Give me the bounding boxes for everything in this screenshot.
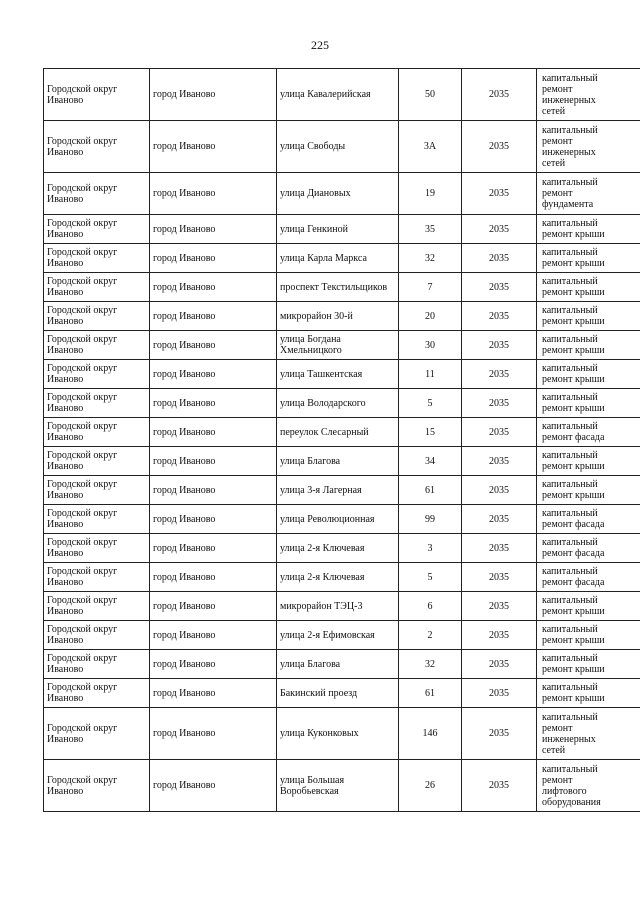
cell-work-type — [537, 331, 640, 360]
table-row — [44, 534, 640, 563]
cell-house-number: 32 — [399, 244, 462, 273]
cell-street: улица Диановых — [277, 173, 399, 215]
cell-work-type — [537, 534, 640, 563]
cell-house-number: 50 — [399, 69, 462, 121]
cell-settlement: город Иваново — [150, 534, 277, 563]
cell-settlement: город Иваново — [150, 360, 277, 389]
cell-year: 2035 — [462, 360, 537, 389]
cell-house-number: 32 — [399, 650, 462, 679]
cell-street: улица 2-я Ключевая — [277, 534, 399, 563]
cell-street: микрорайон 30-й — [277, 302, 399, 331]
cell-work-type — [537, 621, 640, 650]
table-row — [44, 273, 640, 302]
cell-settlement: город Иваново — [150, 760, 277, 812]
cell-street: улица Благова — [277, 650, 399, 679]
cell-street: улица Генкиной — [277, 215, 399, 244]
table-row — [44, 621, 640, 650]
cell-work-type-text: капитальный ремонт фасада — [542, 566, 605, 588]
cell-house-number: 20 — [399, 302, 462, 331]
cell-work-type-text: капитальный ремонт крыши — [542, 218, 605, 240]
cell-work-type-text: капитальный ремонт крыши — [542, 682, 605, 704]
cell-municipal-district: Городской округ Иваново — [44, 173, 150, 215]
cell-settlement: город Иваново — [150, 121, 277, 173]
cell-settlement: город Иваново — [150, 650, 277, 679]
cell-settlement: город Иваново — [150, 447, 277, 476]
cell-work-type — [537, 592, 640, 621]
cell-settlement: город Иваново — [150, 302, 277, 331]
cell-street: улица Карла Маркса — [277, 244, 399, 273]
cell-house-number: 5 — [399, 563, 462, 592]
cell-work-type — [537, 173, 640, 215]
cell-settlement: город Иваново — [150, 69, 277, 121]
table-row — [44, 650, 640, 679]
cell-house-number: 34 — [399, 447, 462, 476]
table-row — [44, 592, 640, 621]
table-row — [44, 331, 640, 360]
table-row — [44, 244, 640, 273]
cell-year: 2035 — [462, 244, 537, 273]
cell-municipal-district: Городской округ Иваново — [44, 215, 150, 244]
cell-house-number: 19 — [399, 173, 462, 215]
cell-municipal-district: Городской округ Иваново — [44, 447, 150, 476]
cell-street: микрорайон ТЭЦ-3 — [277, 592, 399, 621]
cell-house-number: 3 — [399, 534, 462, 563]
cell-work-type-text: капитальный ремонт инженерных сетей — [542, 72, 598, 117]
cell-municipal-district: Городской округ Иваново — [44, 121, 150, 173]
cell-work-type — [537, 273, 640, 302]
cell-work-type — [537, 563, 640, 592]
cell-settlement: город Иваново — [150, 173, 277, 215]
cell-municipal-district: Городской округ Иваново — [44, 273, 150, 302]
table-row — [44, 505, 640, 534]
cell-settlement: город Иваново — [150, 273, 277, 302]
cell-year: 2035 — [462, 389, 537, 418]
cell-house-number: 61 — [399, 679, 462, 708]
cell-work-type-text: капитальный ремонт крыши — [542, 305, 605, 327]
cell-house-number: 6 — [399, 592, 462, 621]
cell-municipal-district: Городской округ Иваново — [44, 563, 150, 592]
cell-municipal-district: Городской округ Иваново — [44, 360, 150, 389]
cell-year: 2035 — [462, 331, 537, 360]
cell-work-type-text: капитальный ремонт крыши — [542, 479, 605, 501]
cell-settlement: город Иваново — [150, 331, 277, 360]
cell-street: улица Куконковых — [277, 708, 399, 760]
cell-street: улица Ташкентская — [277, 360, 399, 389]
cell-municipal-district: Городской округ Иваново — [44, 418, 150, 447]
cell-year: 2035 — [462, 302, 537, 331]
cell-work-type-text: капитальный ремонт лифтового оборудования — [542, 763, 601, 808]
cell-work-type-text: капитальный ремонт крыши — [542, 276, 605, 298]
cell-work-type-text: капитальный ремонт крыши — [542, 334, 605, 356]
cell-municipal-district: Городской округ Иваново — [44, 650, 150, 679]
cell-house-number: 99 — [399, 505, 462, 534]
table-row — [44, 418, 640, 447]
table-row — [44, 215, 640, 244]
cell-settlement: город Иваново — [150, 679, 277, 708]
table-row — [44, 679, 640, 708]
cell-year: 2035 — [462, 650, 537, 679]
cell-street: улица Свободы — [277, 121, 399, 173]
cell-work-type — [537, 476, 640, 505]
cell-street: улица Благова — [277, 447, 399, 476]
cell-street: улица Володарского — [277, 389, 399, 418]
cell-year: 2035 — [462, 173, 537, 215]
cell-work-type — [537, 708, 640, 760]
cell-house-number: 35 — [399, 215, 462, 244]
cell-municipal-district: Городской округ Иваново — [44, 244, 150, 273]
table-row — [44, 302, 640, 331]
cell-work-type-text: капитальный ремонт фасада — [542, 421, 605, 443]
table-row — [44, 708, 640, 760]
cell-year: 2035 — [462, 534, 537, 563]
cell-year: 2035 — [462, 621, 537, 650]
table-row — [44, 121, 640, 173]
cell-street: улица Большая Воробьевская — [277, 760, 399, 812]
cell-work-type — [537, 505, 640, 534]
cell-house-number: 5 — [399, 389, 462, 418]
cell-municipal-district: Городской округ Иваново — [44, 708, 150, 760]
cell-work-type — [537, 302, 640, 331]
cell-work-type-text: капитальный ремонт крыши — [542, 450, 605, 472]
cell-work-type-text: капитальный ремонт крыши — [542, 653, 605, 675]
cell-work-type-text: капитальный ремонт крыши — [542, 595, 605, 617]
cell-work-type — [537, 447, 640, 476]
cell-street: улица 2-я Ключевая — [277, 563, 399, 592]
cell-work-type — [537, 650, 640, 679]
cell-settlement: город Иваново — [150, 592, 277, 621]
cell-year: 2035 — [462, 708, 537, 760]
cell-year: 2035 — [462, 592, 537, 621]
cell-work-type — [537, 389, 640, 418]
page-number: 225 — [311, 38, 329, 52]
cell-settlement: город Иваново — [150, 563, 277, 592]
table-row — [44, 760, 640, 812]
cell-work-type — [537, 215, 640, 244]
cell-work-type — [537, 679, 640, 708]
cell-house-number: 30 — [399, 331, 462, 360]
cell-municipal-district: Городской округ Иваново — [44, 476, 150, 505]
cell-year: 2035 — [462, 563, 537, 592]
cell-year: 2035 — [462, 760, 537, 812]
cell-street: проспект Текстильщиков — [277, 273, 399, 302]
cell-work-type-text: капитальный ремонт инженерных сетей — [542, 124, 598, 169]
cell-municipal-district: Городской округ Иваново — [44, 69, 150, 121]
cell-settlement: город Иваново — [150, 418, 277, 447]
cell-municipal-district: Городской округ Иваново — [44, 679, 150, 708]
cell-street: переулок Слесарный — [277, 418, 399, 447]
cell-municipal-district: Городской округ Иваново — [44, 389, 150, 418]
cell-work-type-text: капитальный ремонт крыши — [542, 392, 605, 414]
cell-street: Бакинский проезд — [277, 679, 399, 708]
cell-municipal-district: Городской округ Иваново — [44, 621, 150, 650]
cell-house-number: 3А — [399, 121, 462, 173]
cell-street: улица Богдана Хмельницкого — [277, 331, 399, 360]
table-row — [44, 476, 640, 505]
cell-work-type — [537, 121, 640, 173]
table-row — [44, 173, 640, 215]
cell-municipal-district: Городской округ Иваново — [44, 760, 150, 812]
cell-municipal-district: Городской округ Иваново — [44, 505, 150, 534]
cell-street: улица Кавалерийская — [277, 69, 399, 121]
cell-street: улица 3-я Лагерная — [277, 476, 399, 505]
cell-municipal-district: Городской округ Иваново — [44, 534, 150, 563]
cell-work-type — [537, 760, 640, 812]
cell-year: 2035 — [462, 215, 537, 244]
cell-settlement: город Иваново — [150, 476, 277, 505]
registry-table-body — [44, 69, 640, 812]
cell-work-type — [537, 244, 640, 273]
cell-settlement: город Иваново — [150, 389, 277, 418]
cell-settlement: город Иваново — [150, 244, 277, 273]
cell-street: улица Революционная — [277, 505, 399, 534]
cell-work-type — [537, 418, 640, 447]
cell-house-number: 26 — [399, 760, 462, 812]
cell-year: 2035 — [462, 69, 537, 121]
cell-year: 2035 — [462, 476, 537, 505]
cell-work-type-text: капитальный ремонт фасада — [542, 537, 605, 559]
cell-house-number: 2 — [399, 621, 462, 650]
table-row — [44, 447, 640, 476]
cell-house-number: 146 — [399, 708, 462, 760]
cell-settlement: город Иваново — [150, 505, 277, 534]
cell-work-type-text: капитальный ремонт инженерных сетей — [542, 711, 598, 756]
table-row — [44, 563, 640, 592]
table-row — [44, 389, 640, 418]
cell-street: улица 2-я Ефимовская — [277, 621, 399, 650]
cell-work-type-text: капитальный ремонт фасада — [542, 508, 605, 530]
cell-year: 2035 — [462, 447, 537, 476]
registry-table — [43, 68, 640, 812]
cell-municipal-district: Городской округ Иваново — [44, 302, 150, 331]
cell-year: 2035 — [462, 273, 537, 302]
table-row — [44, 360, 640, 389]
cell-year: 2035 — [462, 679, 537, 708]
cell-house-number: 15 — [399, 418, 462, 447]
cell-house-number: 61 — [399, 476, 462, 505]
cell-settlement: город Иваново — [150, 621, 277, 650]
cell-work-type-text: капитальный ремонт крыши — [542, 363, 605, 385]
cell-settlement: город Иваново — [150, 215, 277, 244]
cell-settlement: город Иваново — [150, 708, 277, 760]
cell-year: 2035 — [462, 418, 537, 447]
cell-work-type-text: капитальный ремонт фундамента — [542, 177, 598, 210]
cell-work-type — [537, 69, 640, 121]
cell-house-number: 11 — [399, 360, 462, 389]
table-row — [44, 69, 640, 121]
cell-year: 2035 — [462, 121, 537, 173]
cell-work-type-text: капитальный ремонт крыши — [542, 624, 605, 646]
cell-work-type-text: капитальный ремонт крыши — [542, 247, 605, 269]
cell-house-number: 7 — [399, 273, 462, 302]
cell-municipal-district: Городской округ Иваново — [44, 592, 150, 621]
cell-municipal-district: Городской округ Иваново — [44, 331, 150, 360]
cell-year: 2035 — [462, 505, 537, 534]
cell-work-type — [537, 360, 640, 389]
